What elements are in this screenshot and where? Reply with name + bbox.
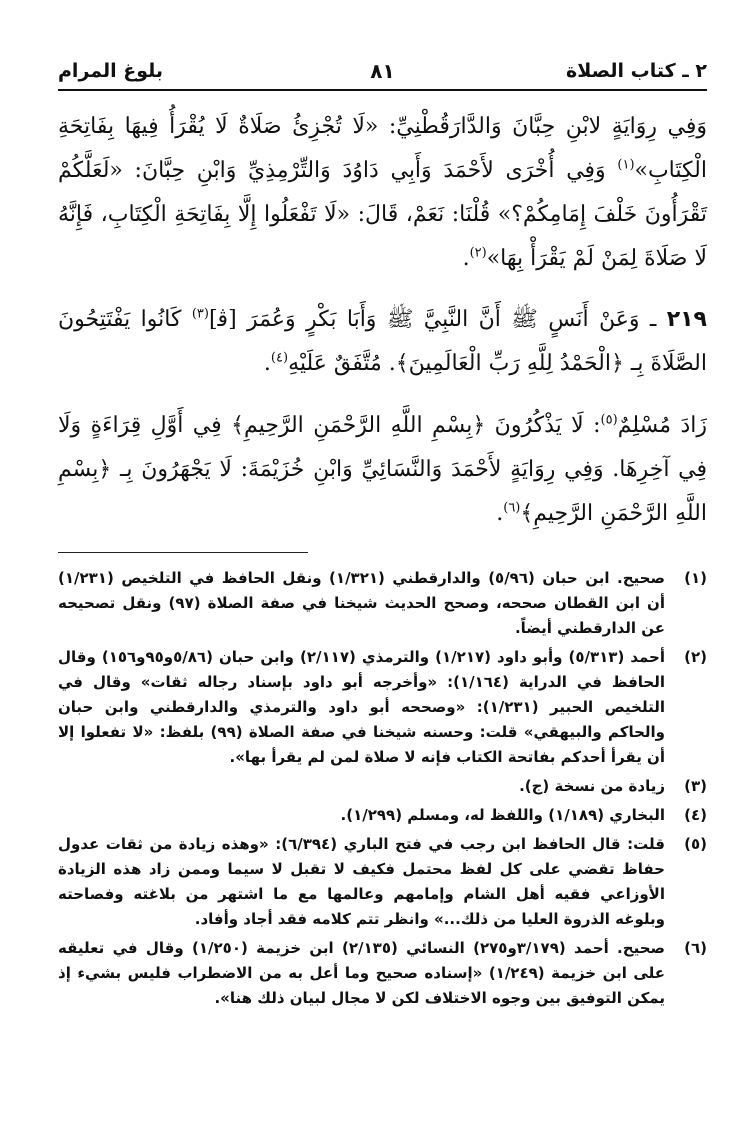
page-header (58, 56, 707, 86)
footnote-text: زيادة من نسخة (ج). (519, 777, 665, 795)
footnote-number: (٢) (684, 648, 707, 666)
footnote-divider (58, 552, 308, 553)
footnote-item (58, 774, 707, 799)
footnote-number: (٤) (684, 806, 707, 824)
footnote-number: (٥) (684, 835, 707, 853)
footnote-ref[interactable]: (٥) (600, 412, 618, 428)
paragraph-text: وَفِي رِوَايَةٍ لابْنِ حِبَّانَ وَالدَّارَقُطْنِيِّ: «لَا تُجْزِئُ صَلَاةٌ لَا يُقْرَأُ فِيهَا بِفَاتِحَةِ الْكِتَابِ» (58, 114, 707, 183)
footnote-ref[interactable]: (٦) (503, 500, 521, 516)
hadith-219: ٢١٩ ـ وَعَنْ أَنَسٍ ﷺ أَنَّ النَّبِيَّ ﷺ وَأَبَا بَكْرٍ وَعُمَرَ [ﭬ]$^{(٣)}$ كَانُوا يَفْتَتِحُونَ الصَّلَاةَ بِـ ﴿الْحَمْدُ لِلَّهِ رَبِّ الْعَالَمِينَ﴾. مُتَّفَقٌ عَلَيْهِ$^{(٤)}$. (58, 306, 707, 376)
footnote-text: صحيح. ابن حبان (٥/٩٦) والدارقطني (١/٣٢١) ونقل الحافظ في التلخيص (١/٢٣١) أن ابن القطان صححه، وصحح الحديث شيخنا في صفة الصلاة (٩٧) ونقل تصحيحه عن الدارقطني أيضاً. (58, 569, 665, 637)
main-paragraph-3: زَادَ مُسْلِمٌ$^{(٥)}$: لَا يَذْكُرُونَ ﴿بِسْمِ اللَّهِ الرَّحْمَنِ الرَّحِيمِ﴾ فِي أَوَّلِ قِرَاءَةٍ وَلَا فِي آخِرِهَا. وَفِي رِوَايَةٍ لأَحْمَدَ وَالنَّسَائِيِّ وَابْنِ خُزَيْمَةَ: لَا يَجْهَرُونَ بِـ ﴿بِسْمِ اللَّهِ الرَّحْمَنِ الرَّحِيمِ﴾$^{(٦)}$. (58, 412, 707, 526)
footnote-text: صحيح. أحمد (٣/١٧٩و٢٧٥) النسائي (٢/١٣٥) ابن خزيمة (١/٢٥٠) وقال في تعليقه على ابن خزيمة (١/٢٤٩) «إسناده صحيح وما أعل به من الاضطراب فليس بشيء إذ يمكن التوفيق بين وجوه الاختلاف لكن لا مجال لبيان ذلك هنا». (58, 939, 665, 1007)
chapter-title: ٢ ـ كتاب الصلاة (566, 60, 707, 82)
footnote-item (58, 566, 707, 641)
footnote-item (58, 645, 707, 770)
main-paragraph-1: وَفِي رِوَايَةٍ لابْنِ حِبَّانَ وَالدَّارَقُطْنِيِّ: «لَا تُجْزِئُ صَلَاةٌ لَا يُقْرَأُ فِيهَا بِفَاتِحَةِ الْكِتَابِ»$^{(١)}$ وَفِي أُخْرَى لأَحْمَدَ وَأَبِي دَاوُدَ وَالتِّرْمِذِيِّ وَابْنِ حِبَّانَ: «لَعَلَّكُمْ تَقْرَأُونَ خَلْفَ إِمَامِكُمْ؟» قُلْنَا: نَعَمْ، قَالَ: «لَا تَفْعَلُوا إِلَّا بِفَاتِحَةِ الْكِتَابِ، فَإِنَّهُ لَا صَلَاةَ لِمَنْ لَمْ يَقْرَأْ بِهَا»$^{(٢)}$. (58, 114, 707, 271)
page-number: ٨١ (370, 59, 395, 83)
paragraph-text: كَانُوا يَفْتَتِحُونَ الصَّلَاةَ بِـ ﴿الْحَمْدُ لِلَّهِ رَبِّ الْعَالَمِينَ﴾. مُتَّفَقٌ عَلَيْهِ (58, 307, 707, 376)
paragraph-text: : لَا يَذْكُرُونَ ﴿بِسْمِ اللَّهِ الرَّحْمَنِ الرَّحِيمِ﴾ فِي أَوَّلِ قِرَاءَةٍ وَلَا فِي آخِرِهَا. وَفِي رِوَايَةٍ لأَحْمَدَ وَالنَّسَائِيِّ وَابْنِ خُزَيْمَةَ: لَا يَجْهَرُونَ بِـ ﴿بِسْمِ اللَّهِ الرَّحْمَنِ الرَّحِيمِ﴾ (58, 413, 707, 526)
footnote-item (58, 803, 707, 828)
paragraph-text: زَادَ مُسْلِمٌ (617, 413, 707, 438)
footnote-number: (٦) (684, 939, 707, 957)
footnote-item (58, 832, 707, 932)
footnote-text: البخاري (١/١٨٩) واللفظ له، ومسلم (١/٢٩٩). (340, 806, 665, 824)
footnote-number: (٣) (684, 777, 707, 795)
paragraph-text: ـ وَعَنْ أَنَسٍ ﷺ أَنَّ النَّبِيَّ ﷺ وَأَبَا بَكْرٍ وَعُمَرَ [ﭬ] (208, 307, 667, 332)
footnotes (58, 566, 707, 1015)
footnote-ref[interactable]: (٣) (191, 306, 209, 322)
footnote-number: (١) (684, 569, 707, 587)
footnote-text: أحمد (٥/٣١٣) وأبو داود (١/٢١٧) والترمذي (٢/١١٧) وابن حبان (٥/٨٦و٩٥و١٥٦) وقال الحافظ في الدراية (١/١٦٤): «وأخرجه أبو داود بإسناد رجاله ثقات» وقال في التلخيص الحبير (١/٢٣١): «وصححه أبو داود والترمذي والدارقطني وابن حبان والحاكم والبيهقي» قلت: وحسنه شيخنا في صفة الصلاة (٩٩) بلفظ: «لا تفعلوا إلا أن يقرأ أحدكم بفاتحة الكتاب فإنه لا صلاة لمن لم يقرأ بها». (58, 648, 666, 766)
footnote-item (58, 936, 707, 1011)
footnote-ref[interactable]: (١) (617, 157, 635, 173)
footnote-ref[interactable]: (٢) (469, 245, 487, 261)
footnote-ref[interactable]: (٤) (270, 350, 289, 366)
book-title: بلوغ المرام (58, 60, 164, 82)
paragraph-text: وَفِي أُخْرَى لأَحْمَدَ وَأَبِي دَاوُدَ وَالتِّرْمِذِيِّ وَابْنِ حِبَّانَ: «لَعَلَّكُمْ تَقْرَأُونَ خَلْفَ إِمَامِكُمْ؟» قُلْنَا: نَعَمْ، قَالَ: «لَا تَفْعَلُوا إِلَّا بِفَاتِحَةِ الْكِتَابِ، فَإِنَّهُ لَا صَلَاةَ لِمَنْ لَمْ يَقْرَأْ بِهَا» (58, 158, 707, 271)
footnote-text: قلت: قال الحافظ ابن رجب في فتح الباري (٦/٣٩٤): «وهذه زيادة من ثقات عدول حفاظ تقضي على كل لفظ محتمل فكيف لا تقبل لا سيما وممن زاد هذه الزيادة الأوزاعي فقيه أهل الشام وإمامهم وعالمها مع ما اشتهر من بلاغته وفصاحته وبلوغه الذروة العليا من ذلك...» وانظر تتم كلامه فقد أجاد وأفاد. (58, 835, 665, 928)
hadith-number: ٢١٩ (666, 307, 707, 332)
header-divider (58, 89, 707, 91)
